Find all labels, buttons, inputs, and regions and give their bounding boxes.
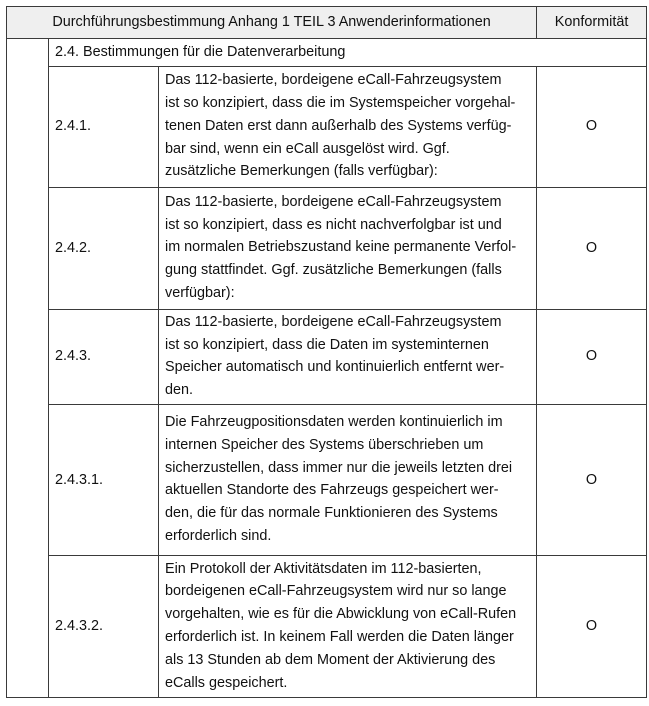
row-number: 2.4.2.	[49, 187, 159, 309]
description-line: bordeigenen eCall-Fahrzeugsystem wird nur so lange	[165, 583, 507, 600]
row-conformity: O	[537, 309, 647, 404]
description-line: Ein Protokoll der Aktivitätsdaten im 112-basierten,	[165, 560, 482, 577]
description-line: Die Fahrzeugpositionsdaten werden kontinuierlich im	[165, 414, 503, 431]
description-line: im normalen Betriebszustand keine permanente Verfol-	[165, 239, 517, 256]
description-line: erforderlich sind.	[165, 528, 272, 545]
description-line: Das 112-basierte, bordeigene eCall-Fahrzeugsystem	[165, 193, 502, 210]
description-line: ist so konzipiert, dass die im Systemspeicher vorgehal-	[165, 95, 516, 112]
description-line: ist so konzipiert, dass es nicht nachverfolgbar ist und	[165, 216, 502, 233]
description-line: erforderlich ist. In keinem Fall werden die Daten länger	[165, 628, 514, 645]
description-line: tenen Daten erst dann außerhalb des Systems verfüg-	[165, 117, 512, 134]
table-row	[7, 187, 647, 309]
row-description	[159, 187, 537, 309]
description-line: sicherzustellen, dass immer nur die jeweils letzten drei	[165, 459, 513, 476]
indent-cell	[7, 39, 49, 698]
header-title: Durchführungsbestimmung Anhang 1 TEIL 3 Anwenderinformationen	[7, 7, 537, 39]
description-line: Das 112-basierte, bordeigene eCall-Fahrzeugsystem	[165, 313, 502, 330]
description-line: aktuellen Standorte des Fahrzeugs gespeichert wer-	[165, 482, 499, 499]
row-number: 2.4.3.2.	[49, 555, 159, 697]
row-description	[159, 66, 537, 187]
row-number: 2.4.3.1.	[49, 404, 159, 555]
description-line: gung stattfindet. Ggf. zusätzliche Bemerkungen (falls	[165, 262, 502, 279]
row-description	[159, 404, 537, 555]
section-title: 2.4. Bestimmungen für die Datenverarbeitung	[49, 39, 647, 67]
description-line: den, die für das normale Funktionieren des Systems	[165, 505, 498, 522]
description-line: Speicher automatisch und kontinuierlich entfernt wer-	[165, 359, 505, 376]
description-line: bar sind, wenn ein eCall ausgelöst wird. Ggf.	[165, 140, 450, 157]
description-line: vorgehalten, wie es für die Abwicklung von eCall-Rufen	[165, 606, 517, 623]
description-line: verfügbar):	[165, 284, 235, 301]
row-number: 2.4.3.	[49, 309, 159, 404]
table-row	[7, 404, 647, 555]
table-row	[7, 309, 647, 404]
description-line: internen Speicher des Systems überschrieben um	[165, 436, 484, 453]
description-line: Das 112-basierte, bordeigene eCall-Fahrzeugsystem	[165, 72, 502, 89]
description-line: zusätzliche Bemerkungen (falls verfügbar):	[165, 163, 438, 180]
row-conformity: O	[537, 404, 647, 555]
description-line: eCalls gespeichert.	[165, 674, 288, 691]
row-conformity: O	[537, 187, 647, 309]
table-body	[7, 39, 647, 698]
header-conformity: Konformität	[537, 7, 647, 39]
description-line: als 13 Stunden ab dem Moment der Aktivierung des	[165, 651, 496, 668]
row-conformity: O	[537, 555, 647, 697]
row-number: 2.4.1.	[49, 66, 159, 187]
row-conformity: O	[537, 66, 647, 187]
description-line: ist so konzipiert, dass die Daten im systeminternen	[165, 336, 489, 353]
row-description	[159, 309, 537, 404]
conformity-table	[6, 6, 647, 698]
table-header-row	[7, 7, 647, 39]
table-row	[7, 66, 647, 187]
document-page	[6, 6, 646, 698]
description-line: den.	[165, 382, 194, 399]
row-description	[159, 555, 537, 697]
section-row	[7, 39, 647, 67]
table-row	[7, 555, 647, 697]
